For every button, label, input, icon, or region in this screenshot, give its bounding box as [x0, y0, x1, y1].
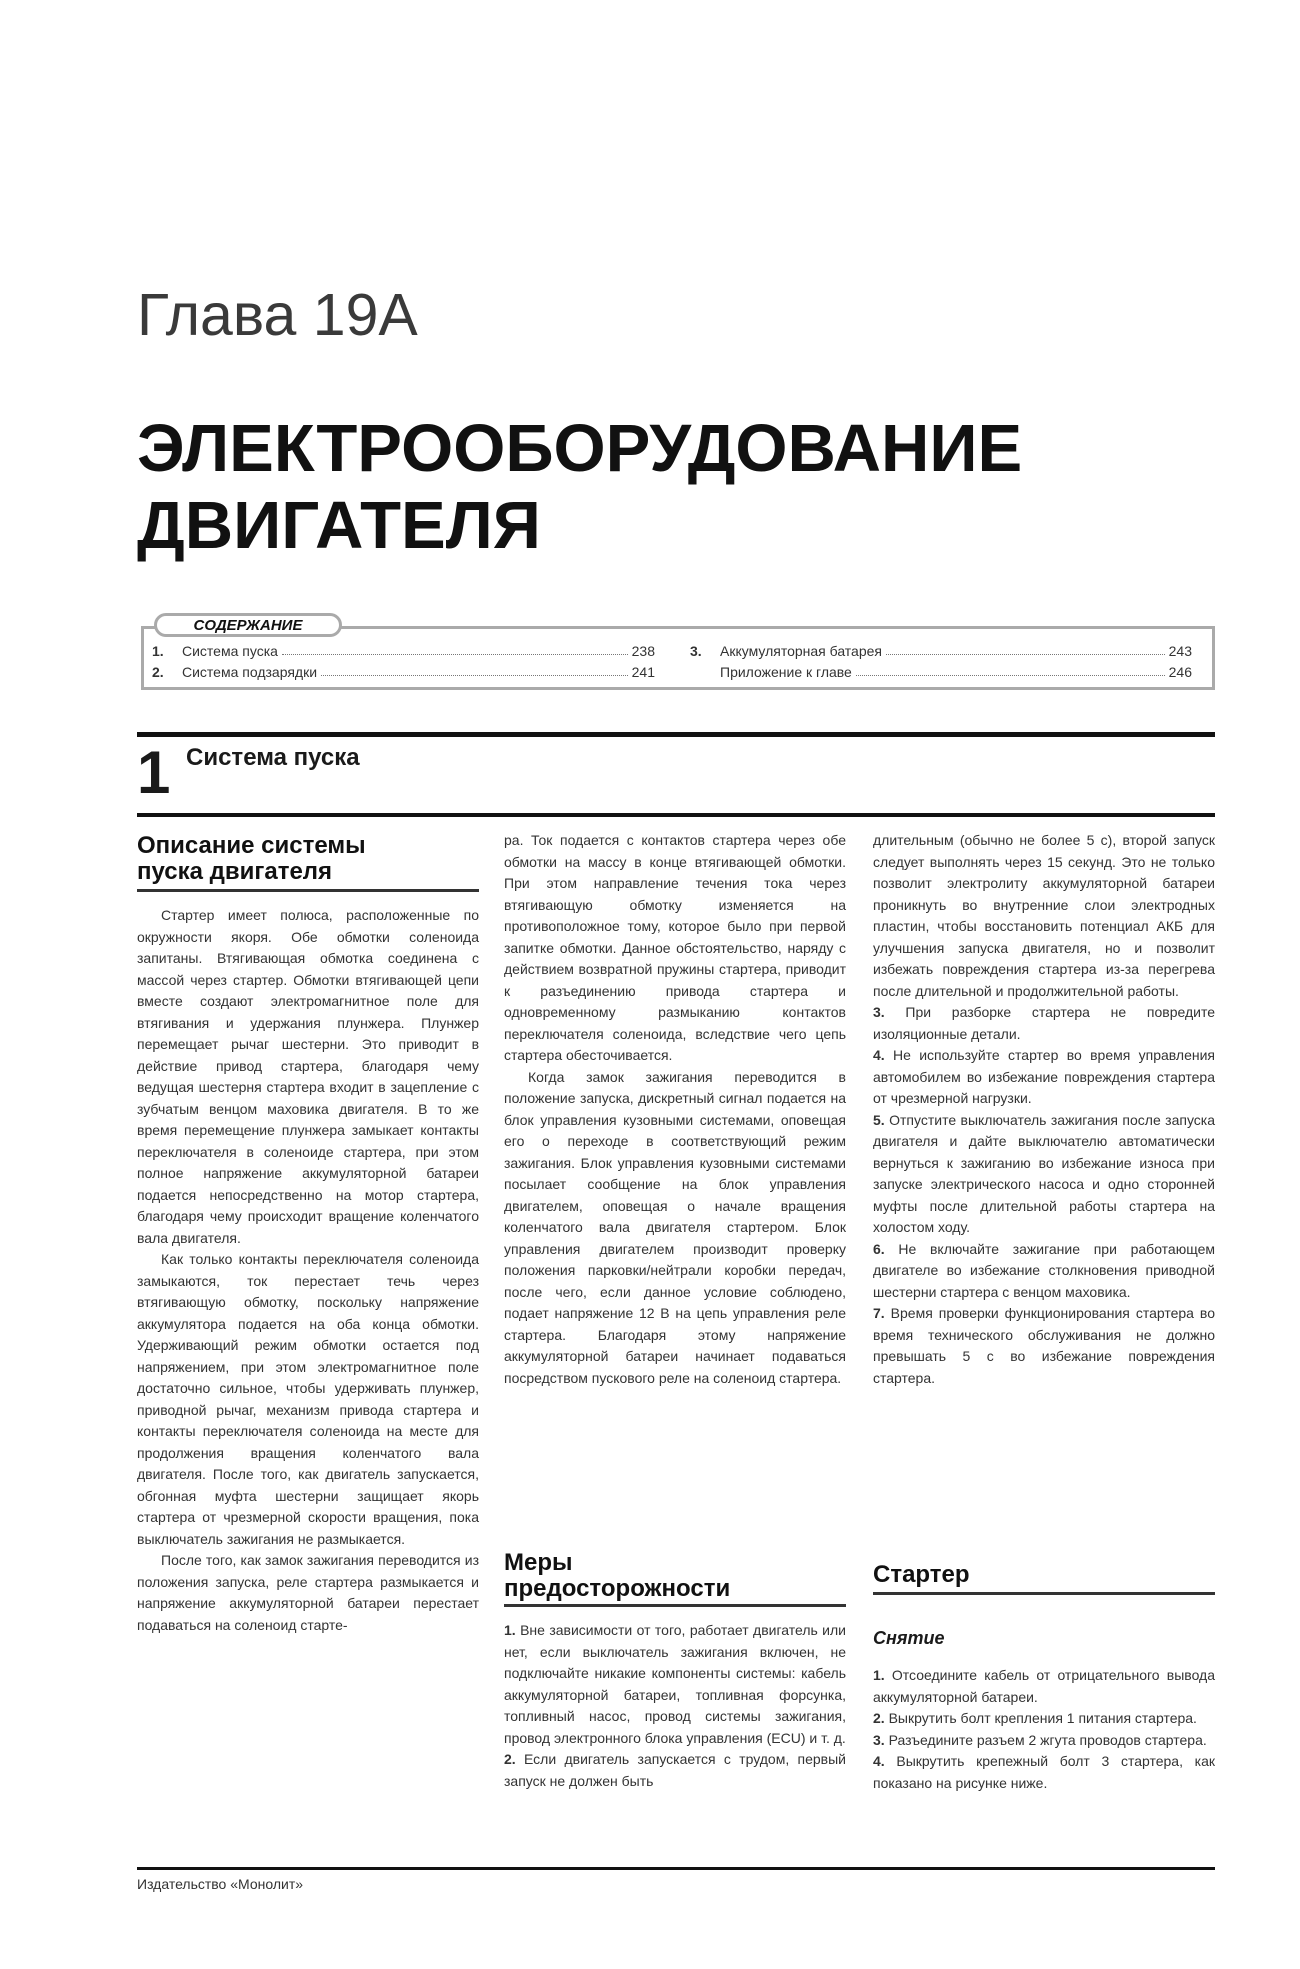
list-number: 2. — [504, 1751, 516, 1767]
paragraph: После того, как замок зажигания переводится из положения запуска, реле стартера размыкается и напряжение аккумуляторной батареи перестает подаваться на соленоид старте- — [137, 1552, 479, 1633]
col1-heading — [137, 833, 366, 885]
list-item — [504, 1620, 846, 1749]
list-number: 4. — [873, 1753, 885, 1769]
col2-list — [504, 1620, 846, 1792]
toc-item-label: Приложение к главе — [720, 664, 852, 680]
list-number: 3. — [873, 1004, 885, 1020]
list-item — [873, 1239, 1215, 1304]
chapter-label: Глава 19А — [137, 282, 418, 348]
list-number: 3. — [873, 1731, 885, 1748]
list-text: Время проверки функционирования стартера во время технического обслуживания не должно превышать 5 с во избежание повреждения стартера. — [873, 1305, 1216, 1386]
chapter-title-line2: ДВИГАТЕЛЯ — [137, 488, 541, 563]
col3-text — [873, 830, 1215, 1389]
col2-heading — [504, 1550, 730, 1602]
col2-heading-underline — [504, 1604, 846, 1607]
list-text: Выкрутить болт крепления 1 питания стартера. — [888, 1710, 1197, 1726]
list-text: Отсоедините кабель от отрицательного вывода аккумуляторной батареи. — [873, 1667, 1216, 1705]
list-item — [873, 1303, 1215, 1389]
col1-heading-line1: Описание системы — [137, 832, 366, 859]
toc-item-page: 243 — [1168, 643, 1192, 659]
col3-heading: Стартер — [873, 1561, 970, 1588]
paragraph: ра. Ток подается с контактов стартера через обе обмотки на массу в конце втягивающей обмотки. При этом направление течения тока через втягивающую обмотку изменяется на противоположное тому, которое было при первой запитке обмотки. Данное обстоятельство, наряду с действием возвратной пружины стартера, приводит к разъединению привода стартера и одновременному размыканию контактов переключателя соленоида, вследствие чего цепь стартера обесточивается. — [504, 832, 846, 1063]
toc-item[interactable] — [690, 643, 1192, 659]
toc-item-number: 1. — [152, 643, 164, 659]
list-text: Если двигатель запускается с трудом, первый запуск не должен быть — [504, 1751, 846, 1789]
list-number: 1. — [873, 1667, 885, 1683]
list-number: 7. — [873, 1305, 885, 1321]
chapter-title — [137, 410, 1022, 564]
list-number: 6. — [873, 1240, 885, 1257]
toc-item-number — [690, 664, 720, 680]
publisher-footer: Издательство «Монолит» — [137, 1876, 304, 1892]
toc-item-label: Система подзарядки — [182, 664, 318, 680]
list-item — [873, 1751, 1215, 1794]
footer-rule — [137, 1867, 1215, 1870]
toc-item-number: 2. — [152, 664, 164, 680]
list-number: 5. — [873, 1111, 885, 1128]
col3-heading-underline — [873, 1592, 1215, 1595]
list-text: При разборке стартера не повредите изоляционные детали. — [873, 1004, 1215, 1042]
toc-item[interactable] — [152, 664, 655, 680]
toc-leader — [282, 643, 628, 655]
toc-leader — [856, 664, 1165, 676]
col1-text — [137, 905, 479, 1636]
list-text: Вне зависимости от того, работает двигатель или нет, если выключатель зажигания включен, не подключайте никакие компоненты системы: кабель аккумуляторной батареи, топливная форсунка, топливный насос, провод системы зажигания, провод электронного блока управления (ECU) и т. д. — [504, 1622, 846, 1746]
toc-item-label: Система пуска — [182, 643, 278, 659]
col2-text — [504, 830, 846, 1389]
section-rule-bottom — [137, 813, 1215, 817]
list-item — [873, 1730, 1215, 1752]
list-number: 2. — [873, 1710, 885, 1726]
list-item — [873, 1708, 1215, 1730]
list-item — [873, 1665, 1215, 1708]
toc-item[interactable] — [152, 643, 655, 659]
list-item — [873, 1045, 1215, 1110]
toc-item[interactable] — [690, 664, 1192, 680]
col3-subheading: Снятие — [873, 1628, 945, 1648]
list-text: Не используйте стартер во время управления автомобилем во избежание повреждения стартера от чрезмерной нагрузки. — [873, 1047, 1215, 1106]
col3-removal-list — [873, 1665, 1215, 1794]
section-number: 1 — [137, 739, 171, 806]
col2-heading-line2: предосторожности — [504, 1575, 731, 1602]
paragraph: длительным (обычно не более 5 с), второй запуск следует выполнять через 15 секунд. Это не только позволит электролиту аккумуляторной батареи проникнуть во внутренние слои электродных пластин, чтобы восстановить потенциал АКБ для улучшения запуска двигателя, но и позволит избежать повреждения стартера из-за перегрева после длительной и продолжительной работы. — [873, 832, 1215, 999]
chapter-title-line1: ЭЛЕКТРООБОРУДОВАНИЕ — [137, 411, 1023, 486]
section-rule-top — [137, 732, 1215, 737]
toc-item-page: 246 — [1168, 664, 1192, 680]
toc-heading: СОДЕРЖАНИЕ — [154, 613, 342, 637]
list-item — [873, 1002, 1215, 1045]
list-text: Не включайте зажигание при работающем двигателе во избежание столкновения приводной шестерни стартера с венцом маховика. — [873, 1240, 1215, 1300]
list-item — [873, 1110, 1215, 1239]
list-number: 4. — [873, 1047, 885, 1063]
paragraph: Стартер имеет полюса, расположенные по окружности якоря. Обе обмотки соленоида запитаны. Втягивающая обмотка соединена с массой через стартер. Обмотки втягивающей цепи вместе создают электромагнитное поле для втягивания и удержания плунжера. Плунжер перемещает рычаг шестерни. Это приводит в действие привод стартера, благодаря чему ведущая шестерня стартера входит в зацепление с зубчатым венцом маховика двигателя. В то же время перемещение плунжера замыкает контакты переключателя в соленоиде стартера, при этом полное напряжение аккумуляторной батареи подается непосредственно на мотор стартера, благодаря чему происходит вращение коленчатого вала двигателя. — [137, 907, 479, 1246]
col2-heading-line1: Меры — [504, 1549, 573, 1576]
toc-leader — [321, 664, 628, 676]
section-title: Система пуска — [186, 744, 360, 771]
toc-item-page: 238 — [631, 643, 655, 659]
toc-item-number: 3. — [690, 643, 702, 659]
col1-heading-line2: пуска двигателя — [137, 858, 333, 885]
toc-item-label: Аккумуляторная батарея — [720, 643, 882, 659]
paragraph: Как только контакты переключателя соленоида замыкаются, ток перестает течь через втягивающую обмотку, поскольку напряжение аккумулятора подается на оба конца обмотки. Удерживающий режим обмотки остается под напряжением, при этом электромагнитное поле достаточно сильное, чтобы удерживать плунжер, приводной рычаг, механизм привода стартера и контакты переключателя соленоида на месте для продолжения вращения коленчатого вала двигателя. После того, как двигатель запускается, обгонная муфта шестерни защищает якорь стартера от чрезмерной скорости вращения, пока выключатель зажигания не размыкается. — [137, 1251, 479, 1547]
list-text: Выкрутить крепежный болт 3 стартера, как показано на рисунке ниже. — [873, 1753, 1215, 1791]
list-text: Разъедините разъем 2 жгута проводов стартера. — [888, 1731, 1207, 1748]
toc-item-page: 241 — [631, 664, 655, 680]
list-number: 1. — [504, 1622, 516, 1638]
paragraph: Когда замок зажигания переводится в положение запуска, дискретный сигнал подается на блок управления кузовными системами, оповещая его о переходе в соответствующий режим зажигания. Блок управления кузовными системами посылает сообщение на блок управления двигателем, оповещая о начале вращения коленчатого вала двигателя стартером. Блок управления двигателем производит проверку положения парковки/нейтрали коробки передач, после чего, если данное условие соблюдено, подает напряжение 12 В на цепь управления реле стартера. Благодаря этому напряжение аккумуляторной батареи начинает подаваться посредством пускового реле на соленоид стартера. — [504, 1068, 846, 1386]
toc-leader — [886, 643, 1165, 655]
col1-heading-underline — [137, 889, 479, 892]
list-item — [504, 1749, 846, 1792]
list-text: Отпустите выключатель зажигания после запуска двигателя и дайте выключателю автоматически вернуться к зажиганию во избежание износа при запуске электрического насоса и одно сторонней муфты после длительной работы стартера на холостом ходу. — [873, 1111, 1216, 1235]
